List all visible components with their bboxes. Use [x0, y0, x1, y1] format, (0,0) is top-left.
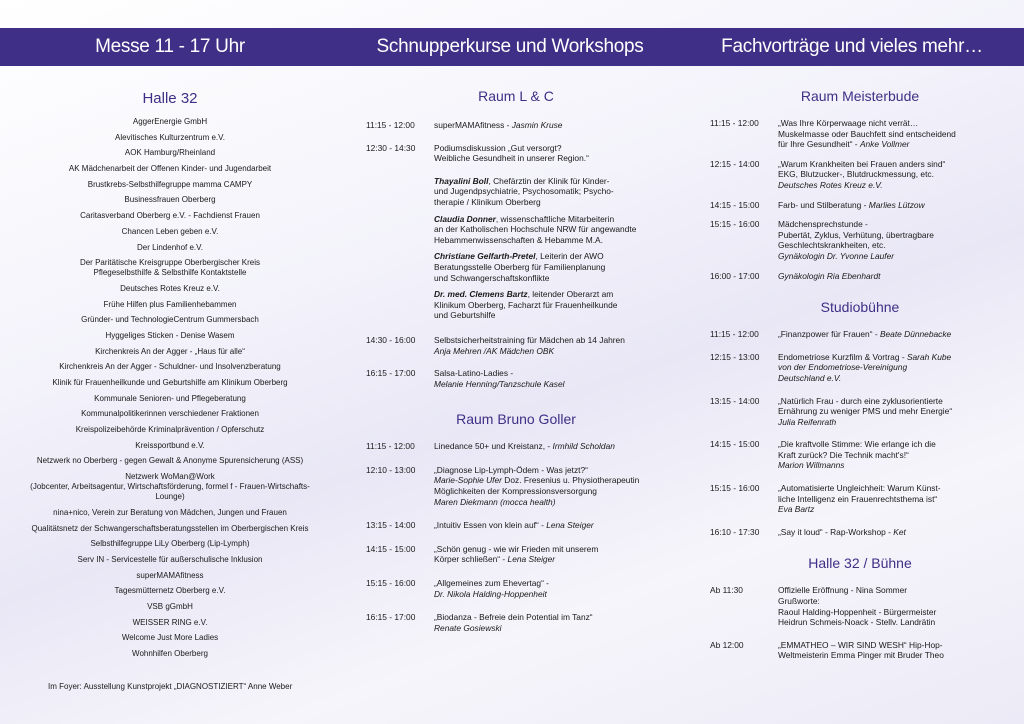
exhibitor-item: Tagesmütternetz Oberberg e.V.	[114, 586, 226, 596]
session-title: „Schön genug - wie wir Frieden mit unserem Körper schließen“ -	[434, 543, 599, 565]
header-workshops: Schnupperkurse und Workshops	[376, 36, 644, 57]
foyer-note: Im Foyer: Ausstellung Kunstprojekt „DIAGNOSTIZIERT“ Anne Weber	[48, 682, 293, 691]
session-body	[778, 200, 1010, 211]
session-body	[778, 329, 1010, 340]
session-time: 11:15 - 12:00	[710, 118, 759, 128]
panel-list	[434, 176, 666, 321]
header-messe: Messe 11 - 17 Uhr	[95, 36, 245, 57]
session-body	[778, 483, 1010, 515]
session-speaker: Lena Steiger	[507, 554, 556, 565]
session-row	[710, 329, 1010, 340]
panelist-role: , wissenschaftliche Mitarbeiterin an der Katholischen Hochschule NRW für angewandte Hebammenwissenschaften & Hebamme M.A.	[434, 213, 637, 245]
session-time: 15:15 - 16:00	[710, 483, 760, 494]
exhibitor-item: Caritasverband Oberberg e.V. - Fachdienst Frauen	[80, 211, 260, 221]
panelist-name: Thayalini Boll	[434, 175, 489, 186]
session-title: „Finanzpower für Frauen“ -	[778, 329, 880, 340]
session-row	[710, 396, 1010, 428]
session-time: Ab 11:30	[710, 585, 743, 596]
session-body	[778, 439, 1010, 471]
session-speaker: Gynäkologin Ria Ebenhardt	[778, 270, 881, 281]
session-speaker: Marlies Lützow	[868, 199, 925, 210]
session-row	[366, 520, 666, 531]
session-body	[778, 118, 1010, 150]
panelist	[434, 289, 666, 321]
session-title: Offizielle Eröffnung - Nina Sommer Grußworte: Raoul Halding-Hoppenheit - Bürgermeister Heidrun Schmeis-Noack - Stellv. Landrätin	[778, 585, 937, 628]
session-row	[710, 271, 1010, 282]
session-speaker: Deutsches Rotes Kreuz e.V.	[778, 179, 883, 190]
session-time: 14:15 - 15:00	[710, 439, 760, 450]
session-row	[366, 335, 666, 356]
session-time: 11:15 - 12:00	[710, 329, 759, 340]
session-group	[366, 335, 666, 389]
session-speaker: Maren Diekmann (mocca health)	[434, 496, 556, 507]
session-body	[434, 368, 666, 389]
panelist-role: , Leiterin der AWO Beratungsstelle Oberberg für Familienplanung und Schwangerschaftskonflikte	[434, 251, 606, 283]
session-time: 15:15 - 16:00	[710, 219, 760, 230]
exhibitor-item: WEISSER RING e.V.	[132, 617, 208, 627]
session-speaker: Marie-Sophie Ufer	[434, 475, 502, 486]
exhibitor-item: Netzwerk no Oberberg - gegen Gewalt & Anonyme Spurensicherung (ASS)	[36, 456, 304, 466]
exhibitor-item: Wohnhilfen Oberberg	[132, 649, 208, 658]
hall-title: Halle 32	[142, 90, 198, 107]
session-speaker: Anke Vollmer	[859, 139, 910, 150]
exhibitor-item: Der Paritätische Kreisgruppe Oberbergischer Kreis Pflegeselbsthilfe & Selbsthilfe Kontaktstelle	[79, 258, 261, 278]
panelist-name: Claudia Donner	[434, 213, 496, 224]
session-time: 12:15 - 14:00	[710, 158, 760, 169]
session-body	[778, 271, 1010, 282]
session-time: 16:00 - 17:00	[710, 270, 760, 281]
session-body	[434, 612, 666, 633]
exhibitor-item: Der Lindenhof e.V.	[137, 242, 203, 252]
session-speaker: Dr. Nikola Halding-Hoppenheit	[434, 588, 547, 599]
session-time: 16:15 - 17:00	[366, 612, 416, 623]
exhibitor-item: Klinik für Frauenheilkunde und Geburtshilfe am Klinikum Oberberg	[52, 378, 288, 387]
session-title: „Was Ihre Körperwaage nicht verrät… Muskelmasse oder Bauchfett sind entscheidend für Ihre Gesundheit“ -	[778, 118, 956, 150]
session-body	[434, 544, 666, 565]
session-body	[434, 578, 666, 599]
session-row	[710, 200, 1010, 211]
column-talks	[710, 66, 1010, 673]
session-row	[710, 159, 1010, 191]
session-title: „EMMATHEO – WIR SIND WESH“ Hip-Hop- Weltmeisterin Emma Pinger mit Bruder Theo	[778, 639, 944, 661]
session-body	[434, 465, 666, 507]
session-group	[710, 585, 1010, 661]
exhibitor-item: Selbsthilfegruppe LiLy Oberberg (Lip-Lymph)	[90, 539, 250, 549]
session-title: „Warum Krankheiten bei Frauen anders sind“ EKG, Blutzucker-, Blutdruckmessung, etc.	[778, 158, 946, 180]
session-speaker: Lena Steiger	[546, 520, 594, 531]
session-time: 12:10 - 13:00	[366, 464, 416, 475]
exhibitor-item: Deutsches Rotes Kreuz e.V.	[120, 283, 220, 293]
session-row	[366, 612, 666, 633]
exhibitor-item: Kirchenkreis An der Agger - Schuldner- und Insolvenzberatung	[59, 362, 281, 372]
session-time: 16:15 - 17:00	[366, 368, 416, 379]
panelist-name: Christiane Gelfarth-Pretel	[434, 251, 536, 262]
session-time: 11:15 - 12:00	[366, 120, 415, 130]
exhibitor-item: Hyggeliges Sticken - Denise Wasem	[105, 330, 235, 340]
session-time: 14:15 - 15:00	[366, 543, 416, 554]
session-title: „Natürlich Frau - durch eine zyklusorientierte Ernährung zu weniger PMS und mehr Energie“	[778, 395, 953, 417]
session-speaker: Gynäkologin Dr. Yvonne Laufer	[778, 250, 895, 261]
exhibitor-list	[20, 117, 320, 659]
session-body	[778, 219, 1010, 261]
session-time: 15:15 - 16:00	[366, 578, 416, 589]
exhibitor-item: superMAMAfitness	[136, 570, 204, 580]
session-title: Salsa-Latino-Ladies -	[434, 368, 514, 379]
session-row	[366, 578, 666, 599]
session-time: 14:30 - 16:00	[366, 334, 416, 345]
session-time: 16:10 - 17:30	[710, 526, 760, 537]
session-title: „Say it loud“ - Rap-Workshop -	[778, 526, 894, 537]
session-time: Ab 12:00	[710, 639, 744, 650]
session-speaker: Marion Willmanns	[778, 460, 845, 471]
exhibitor-item: Kreissportbund e.V.	[135, 440, 205, 450]
session-row	[710, 439, 1010, 471]
session-group	[366, 120, 666, 164]
panelist	[434, 214, 666, 246]
header-band	[0, 28, 1024, 66]
session-body	[434, 520, 666, 531]
session-time: 12:30 - 14:30	[366, 142, 416, 153]
session-body	[778, 352, 1010, 384]
session-title: Linedance 50+ und Kreistanz, -	[434, 441, 553, 452]
exhibitor-item: VSB gGmbH	[147, 601, 193, 611]
room-title: Raum L & C	[478, 88, 554, 104]
session-title: „Diagnose Lip-Lymph-Ödem - Was jetzt?“	[434, 464, 588, 475]
session-row	[366, 143, 666, 164]
exhibitor-item: Qualitätsnetz der Schwangerschaftsberatungsstellen im Oberbergischen Kreis	[31, 523, 309, 533]
session-body	[434, 143, 666, 164]
session-speaker: Anja Mehren /AK Mädchen OBK	[434, 345, 555, 356]
session-title: „Intuitiv Essen von klein auf“ -	[434, 520, 547, 531]
session-title: „Biodanza - Befreie dein Potential im Tanz“	[434, 612, 593, 623]
session-time: 13:15 - 14:00	[710, 395, 760, 406]
session-row	[710, 219, 1010, 261]
column-exhibitors	[20, 66, 320, 665]
session-speaker: Julia Reifenrath	[778, 416, 837, 427]
exhibitor-item: Chancen Leben geben e.V.	[121, 226, 219, 236]
exhibitor-item: nina+nico, Verein zur Beratung von Mädchen, Jungen und Frauen	[53, 507, 287, 517]
session-time: 12:15 - 13:00	[710, 351, 760, 362]
session-row	[366, 465, 666, 507]
exhibitor-item: Alevitisches Kulturzentrum e.V.	[115, 132, 225, 142]
session-title: „Allgemeines zum Ehevertag“ -	[434, 578, 549, 589]
exhibitor-item: AOK Hamburg/Rheinland	[124, 148, 216, 158]
exhibitor-item: Gründer- und TechnologieCentrum Gummersbach	[81, 315, 259, 325]
exhibitor-item: Welcome Just More Ladies	[121, 633, 219, 643]
exhibitor-item: Kirchenkreis An der Agger - „Haus für alle“	[95, 346, 245, 356]
session-time: 11:15 - 12:00	[366, 441, 415, 452]
session-row	[366, 120, 666, 131]
session-title: Podiumsdiskussion „Gut versorgt? Weibliche Gesundheit in unserer Region.“	[434, 142, 589, 164]
exhibitor-item: Kommunalpolitikerinnen verschiedener Fraktionen	[81, 409, 259, 419]
session-title: Mädchensprechstunde - Pubertät, Zyklus, Verhütung, übertragbare Geschlechtskrankheiten, etc.	[778, 219, 934, 251]
column-workshops	[366, 66, 666, 646]
session-title: Endometriose Kurzfilm & Vortrag -	[778, 351, 907, 362]
session-row	[366, 441, 666, 452]
session-speaker: Melanie Henning/Tanzschule Kasel	[434, 378, 565, 389]
exhibitor-item: Netzwerk WoMan@Work (Jobcenter, Arbeitsagentur, Wirtschaftsförderung, formel f - Frauen-Wirtschafts-Lounge)	[30, 472, 310, 502]
session-group	[710, 118, 1010, 281]
panelist-role: , Chefärztin der Klinik für Kinder- und Jugendpsychiatrie, Psychosomatik; Psycho- therapie / Klinikum Oberberg	[434, 175, 614, 207]
session-body	[778, 527, 1010, 538]
session-row	[710, 585, 1010, 627]
session-row	[710, 527, 1010, 538]
session-speaker: Ket	[893, 526, 906, 537]
session-row	[710, 640, 1010, 661]
session-body	[434, 120, 666, 131]
exhibitor-item: Frühe Hilfen plus Familienhebammen	[103, 299, 237, 309]
header-vortraege: Fachvorträge und vieles mehr…	[721, 36, 983, 57]
session-body	[778, 159, 1010, 191]
session-body	[434, 441, 666, 452]
session-speaker: Beate Dünnebacke	[879, 329, 952, 340]
session-body	[778, 640, 1010, 661]
session-row	[710, 352, 1010, 384]
exhibitor-item: Kommunale Senioren- und Pflegeberatung	[94, 393, 246, 403]
session-speaker: Renate Gosiewski	[434, 622, 502, 633]
session-speaker: Sarah Kube von der Endometriose-Vereinigung Deutschland e.V.	[778, 351, 952, 383]
session-time: 13:15 - 14:00	[366, 520, 416, 531]
session-speaker: Eva Bartz	[778, 504, 815, 515]
panelist-role: , leitender Oberarzt am Klinikum Oberberg, Facharzt für Frauenheilkunde und Geburtshilfe	[434, 289, 618, 321]
room-title: Studiobühne	[820, 299, 900, 316]
panelist	[434, 251, 666, 283]
session-body	[778, 396, 1010, 428]
session-speaker: Irmhild Scholdan	[552, 441, 615, 452]
session-row	[366, 368, 666, 389]
session-group	[710, 329, 1010, 537]
session-row	[710, 118, 1010, 150]
room-title: Raum Meisterbude	[800, 88, 920, 104]
room-title: Halle 32 / Bühne	[808, 555, 912, 572]
exhibitor-item: AggerEnergie GmbH	[132, 117, 208, 126]
session-title: „Die kraftvolle Stimme: Wie erlange ich die Kraft zurück? Die Technik macht's!“	[778, 439, 936, 460]
exhibitor-item: AK Mädchenarbeit der Offenen Kinder- und Jugendarbeit	[68, 164, 272, 174]
session-time: 14:15 - 15:00	[710, 199, 760, 210]
session-title: Selbstsicherheitstraining für Mädchen ab 14 Jahren	[434, 334, 625, 345]
session-title: superMAMAfitness -	[434, 120, 512, 130]
exhibitor-item: Brustkrebs-Selbsthilfegruppe mamma CAMPY	[87, 179, 253, 189]
session-detail: Doz. Fresenius u. Physiotherapeutin Möglichkeiten der Kompressionsversorgung	[434, 475, 640, 497]
session-body	[434, 335, 666, 356]
panelist-name: Dr. med. Clemens Bartz	[434, 289, 528, 300]
exhibitor-item: Serv IN - Servicestelle für außerschulische Inklusion	[77, 554, 263, 564]
exhibitor-item: Businessfrauen Oberberg	[124, 195, 216, 205]
session-body	[778, 585, 1010, 627]
session-speaker: Jasmin Kruse	[511, 120, 563, 130]
session-row	[710, 483, 1010, 515]
session-title: Farb- und Stilberatung -	[778, 199, 869, 210]
room-title: Raum Bruno Goller	[456, 411, 576, 428]
exhibitor-item: Kreispolizeibehörde Kriminalprävention / Opferschutz	[75, 425, 265, 435]
session-group	[366, 441, 666, 633]
session-row	[366, 544, 666, 565]
session-title: „Automatisierte Ungleichheit: Warum Künst- liche Intelligenz ein Frauenrechtsthema ist“	[778, 483, 941, 504]
panelist	[434, 176, 666, 208]
